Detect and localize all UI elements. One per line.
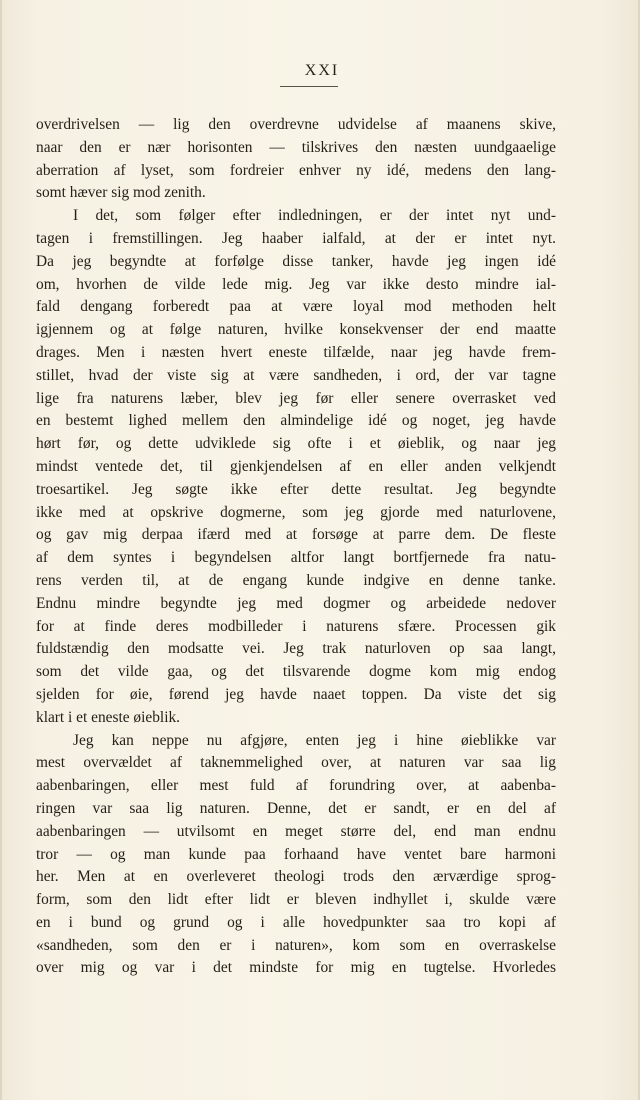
- page-number-rule: [280, 86, 338, 87]
- text-line: her. Men at en overleveret theologi trods den ærværdige sprog-: [36, 868, 556, 886]
- text-line: troesartikel. Jeg søgte ikke efter dette resultat. Jeg begyndte: [36, 480, 556, 498]
- text-line: af dem syntes i begyndelsen altfor langt bortfjernede fra natu-: [36, 549, 556, 567]
- text-line: stillet, hvad der viste sig at være sandheden, i ord, der var tagne: [36, 366, 556, 384]
- text-line: drages. Men i næsten hvert eneste tilfælde, naar jeg havde frem-: [36, 343, 556, 361]
- text-line: sjelden for øie, førend jeg havde naaet toppen. Da viste det sig: [36, 685, 556, 703]
- text-line: tror — og man kunde paa forhaand have ventet bare harmoni: [36, 845, 556, 863]
- text-line: en bestemt lighed mellem den almindelige idé og noget, jeg havde: [36, 412, 556, 430]
- text-line: aabenbaringen — utvilsomt en meget større del, end man endnu: [36, 822, 556, 840]
- text-line: ikke med at opskrive dogmerne, som jeg gjorde med naturlovene,: [36, 503, 556, 521]
- text-line: somt hæver sig mod zenith.: [36, 184, 206, 202]
- text-line: mindst ventede det, til gjenkjendelsen af en eller anden velkjendt: [36, 457, 556, 475]
- text-line: fuldstændig den modsatte vei. Jeg trak naturloven op saa langt,: [36, 640, 556, 658]
- text-line: «sandheden, som den er i naturen», kom som en overraskelse: [36, 936, 556, 954]
- text-line: tagen i fremstillingen. Jeg haaber ialfald, at der er intet nyt.: [36, 229, 556, 247]
- text-line: som det vilde gaa, og det tilsvarende dogme kom mig endog: [36, 663, 556, 681]
- text-line: rens verden til, at de engang kunde indgive en denne tanke.: [36, 571, 556, 589]
- paragraph-first-line: I det, som følger efter indledningen, er der intet nyt und-: [73, 207, 556, 225]
- text-line: aabenbaringen, eller mest fuld af forundring over, at aabenba-: [36, 777, 556, 795]
- text-line: form, som den lidt efter lidt er bleven indhyllet i, skulde være: [36, 891, 556, 909]
- text-line: overdrivelsen — lig den overdrevne udvidelse af maanens skive,: [36, 116, 556, 133]
- text-line: lige fra naturens læber, blev jeg før eller senere overrasket ved: [36, 389, 556, 407]
- page-number: XXI: [304, 62, 340, 79]
- paragraph-first-line: Jeg kan neppe nu afgjøre, enten jeg i hine øieblikke var: [73, 731, 556, 749]
- text-line: naar den er nær horisonten — tilskrives den næsten uundgaaelige: [36, 138, 556, 156]
- text-line: for at finde deres modbilleder i naturens sfære. Processen gik: [36, 617, 556, 635]
- text-line: Endnu mindre begyndte jeg med dogmer og arbeidede nedover: [36, 594, 556, 612]
- text-line: Da jeg begyndte at forfølge disse tanker, havde jeg ingen idé: [36, 252, 556, 270]
- body-text: [36, 114, 556, 980]
- text-line: om, hvorhen de vilde lede mig. Jeg var ikke desto mindre ial-: [36, 275, 556, 293]
- text-line: mest overvældet af taknemmelighed over, at naturen var saa lig: [36, 754, 556, 772]
- text-line: over mig og var i det mindste for mig en tugtelse. Hvorledes: [36, 959, 556, 977]
- text-line: igjennem og at følge naturen, hvilke konsekvenser der end maatte: [36, 321, 556, 339]
- text-line: aberration af lyset, som fordreier enhver ny idé, medens den lang-: [36, 161, 556, 179]
- text-line: en i bund og grund og i alle hovedpunkter saa tro kopi af: [36, 913, 556, 931]
- text-line: ringen var saa lig naturen. Denne, det er sandt, er en del af: [36, 799, 556, 817]
- text-line: klart i et eneste øieblik.: [36, 708, 181, 726]
- text-line: og gav mig derpaa ifærd med at forsøge at parre dem. De fleste: [36, 526, 556, 544]
- text-line: hørt før, og dette udviklede sig ofte i et øieblik, og naar jeg: [36, 435, 556, 453]
- text-line: fald dengang forberedt paa at være loyal mod methoden helt: [36, 298, 556, 316]
